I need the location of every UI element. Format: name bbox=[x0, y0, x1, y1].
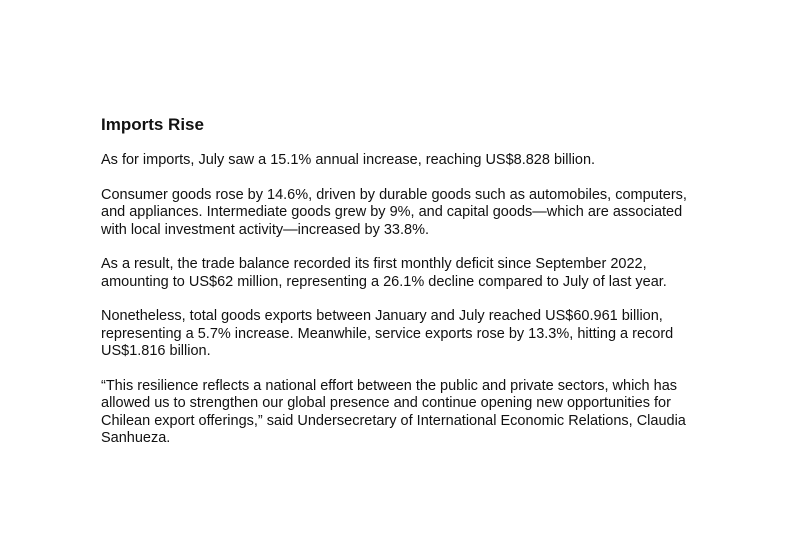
paragraph-quote: “This resilience reflects a national effort between the public and private sectors, which has allowed us to strengthen our global presence and continue opening new opportunities for Chilean export offerings,” said Undersecretary of International Economic Relations, Claudia Sanhueza. bbox=[101, 377, 686, 446]
section-heading: Imports Rise bbox=[101, 115, 204, 134]
paragraph-trade-balance: As a result, the trade balance recorded its first monthly deficit since September 2022, amounting to US$62 million, representing a 26.1% decline compared to July of last year. bbox=[101, 256, 667, 290]
paragraph-imports: As for imports, July saw a 15.1% annual increase, reaching US$8.828 billion. bbox=[101, 152, 596, 168]
article-body bbox=[101, 115, 701, 448]
paragraph-consumer-goods: Consumer goods rose by 14.6%, driven by durable goods such as automobiles, computers, and appliances. Intermediate goods grew by 9%, and capital goods—which are associated with local investment activity—increased by 33.8%. bbox=[101, 186, 687, 238]
paragraph-exports: Nonetheless, total goods exports between January and July reached US$60.961 billion, representing a 5.7% increase. Meanwhile, service exports rose by 13.3%, hitting a record US$1.816 billion. bbox=[101, 308, 674, 359]
